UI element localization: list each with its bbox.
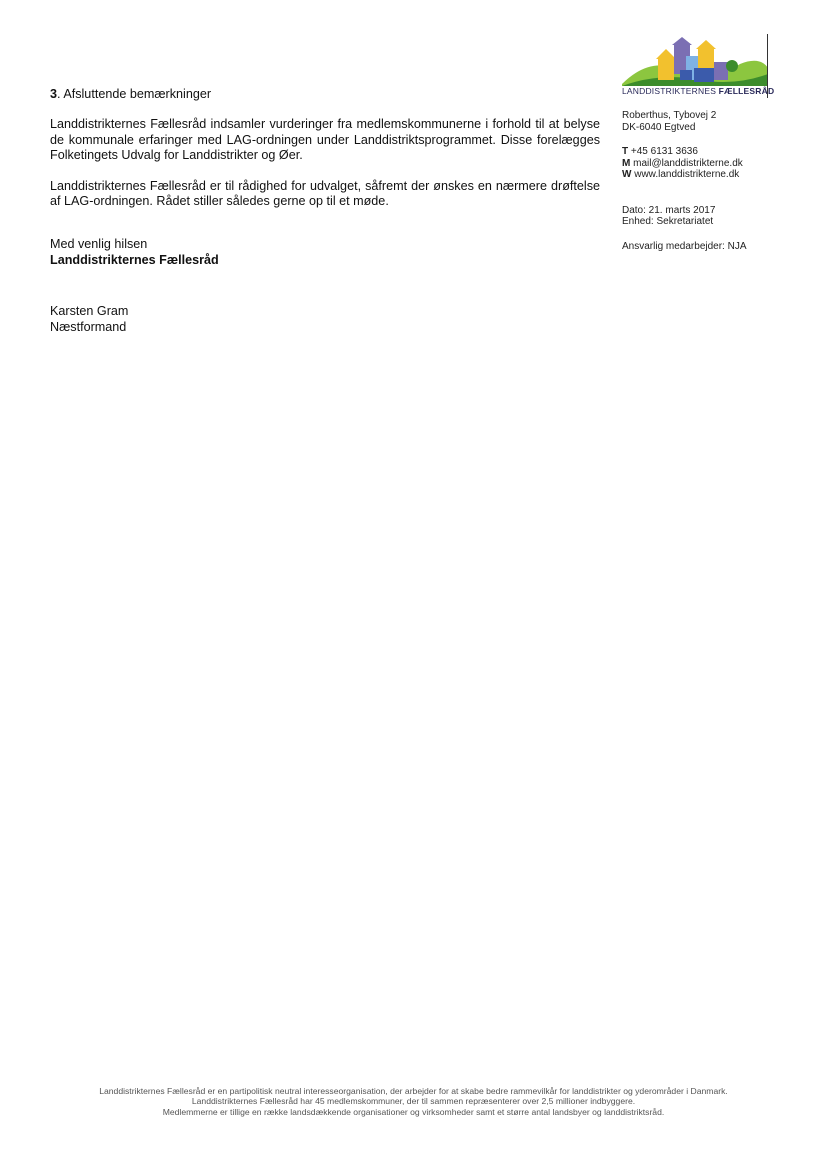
unit-line: Enhed: Sekretariatet	[622, 216, 714, 227]
web-label: W	[622, 169, 632, 180]
mail-label: M	[622, 157, 631, 169]
paragraph-2: Landdistrikternes Fællesråd er til rådighed for udvalget, såfremt der ønskes en nærmere drøftelse af LAG-ordningen. Rådet stiller således gerne op til et møde.	[50, 178, 600, 209]
phone-line	[622, 146, 812, 158]
phone-number: +45 6131 3636	[628, 146, 698, 157]
logo-wordmark	[622, 86, 775, 96]
logo-text-light: LANDDISTRIKTERNES	[622, 86, 719, 96]
web-line[interactable]	[622, 169, 812, 181]
footer-line-2: Landdistrikternes Fællesråd har 45 medlemskommuner, der til sammen repræsenterer over 2,5 millioner indbyggere.	[191, 1096, 636, 1107]
address-line-1: Roberthus, Tybovej 2	[622, 110, 717, 121]
date-line: Dato: 21. marts 2017	[622, 204, 716, 216]
closing: Med venlig hilsen	[50, 237, 148, 252]
logo-text-bold: FÆLLESRÅD	[718, 86, 775, 96]
section-number: 3	[50, 87, 58, 101]
web-address[interactable]: www.landdistrikterne.dk	[631, 169, 740, 180]
mail-address[interactable]: mail@landdistrikterne.dk	[630, 157, 743, 169]
section-title: . Afsluttende bemærkninger	[57, 87, 212, 101]
address-line-2: DK-6040 Egtved	[622, 121, 696, 133]
footer-line-3: Medlemmerne er tillige en række landsdækkende organisationer og virksomheder samt et større antal landsbyer og landdistriktsråd.	[162, 1106, 665, 1117]
page-footer	[40, 1086, 787, 1117]
section-heading	[50, 87, 600, 102]
footer-line-1: Landdistrikternes Fællesråd er en partipolitisk neutral interesseorganisation, der arbejder for at skabe bedre rammevilkår for landdistrikter og yderområder i Danmark.	[99, 1086, 728, 1096]
paragraph-1: Landdistrikternes Fællesråd indsamler vurderinger fra medlemskommunerne i forhold til at belyse de kommunale erfaringer med LAG-ordningen under Landdistriktsprogrammet. Disse forelægges Folketingets Udvalg for Landdistrikter og Øer.	[50, 117, 600, 163]
signer-title: Næstformand	[50, 319, 127, 334]
responsible-line: Ansvarlig medarbejder: NJA	[622, 240, 747, 252]
mail-line[interactable]	[622, 158, 812, 170]
organization-name: Landdistrikternes Fællesråd	[50, 252, 219, 267]
phone-label: T	[622, 146, 629, 157]
letter-body	[50, 87, 600, 335]
signer-name: Karsten Gram	[50, 304, 129, 319]
contact-sidebar	[622, 110, 812, 252]
